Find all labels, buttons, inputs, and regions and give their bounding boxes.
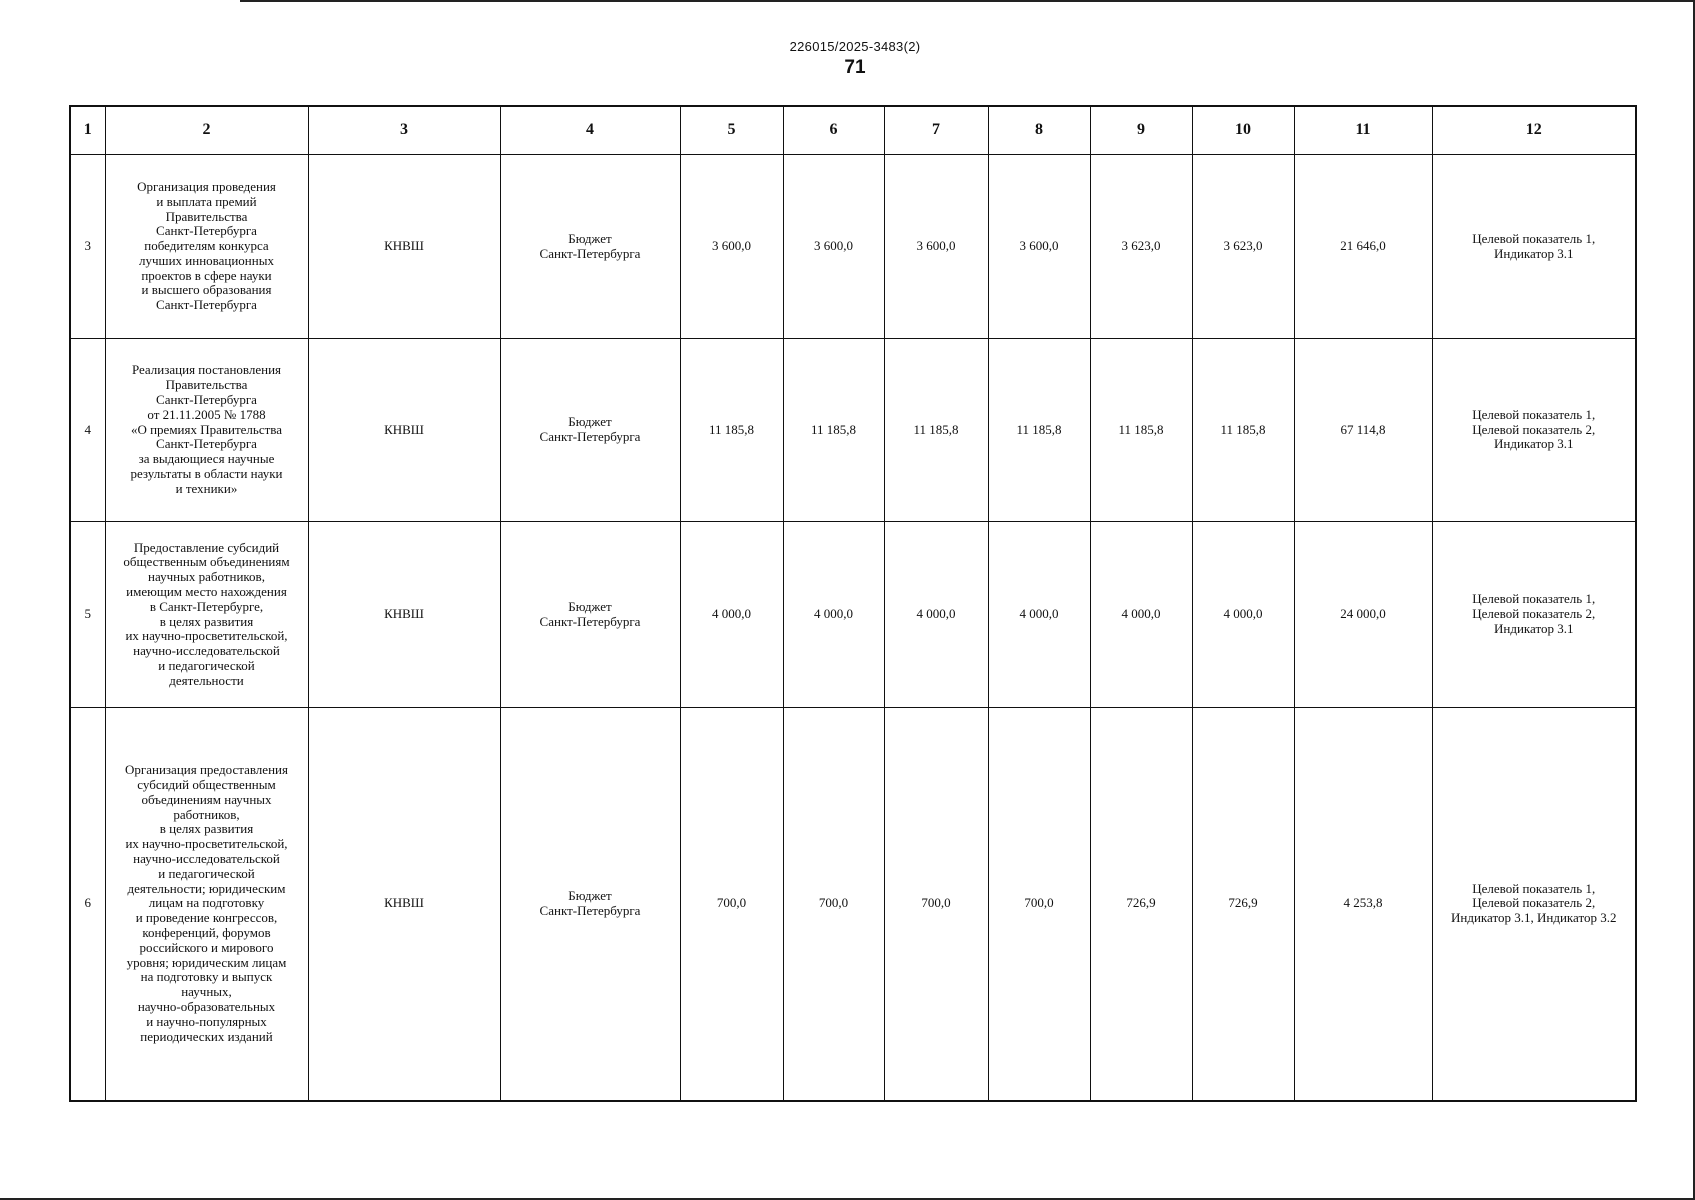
row-number: 3	[70, 155, 105, 339]
indicators-cell: Целевой показатель 1, Целевой показатель 2, Индикатор 3.1	[1432, 339, 1636, 522]
header-cell: 12	[1432, 106, 1636, 155]
indicators-cell: Целевой показатель 1, Целевой показатель 2, Индикатор 3.1, Индикатор 3.2	[1432, 708, 1636, 1101]
value-cell: 3 600,0	[680, 155, 783, 339]
header-cell: 3	[308, 106, 500, 155]
value-cell: 4 000,0	[988, 522, 1090, 708]
executor-cell: КНВШ	[308, 339, 500, 522]
value-cell: 700,0	[680, 708, 783, 1101]
funding-source-cell: Бюджет Санкт-Петербурга	[500, 708, 680, 1101]
value-cell: 726,9	[1090, 708, 1192, 1101]
header-cell: 1	[70, 106, 105, 155]
value-cell: 4 000,0	[1090, 522, 1192, 708]
table-row	[70, 522, 1636, 708]
value-cell: 700,0	[884, 708, 988, 1101]
value-cell: 11 185,8	[783, 339, 884, 522]
header-cell: 4	[500, 106, 680, 155]
top-border-line	[240, 0, 1695, 2]
total-cell: 67 114,8	[1294, 339, 1432, 522]
row-number: 5	[70, 522, 105, 708]
header-cell: 6	[783, 106, 884, 155]
funding-source-cell: Бюджет Санкт-Петербурга	[500, 339, 680, 522]
value-cell: 11 185,8	[1192, 339, 1294, 522]
header-cell: 2	[105, 106, 308, 155]
page-number: 71	[844, 57, 866, 78]
row-number: 6	[70, 708, 105, 1101]
header-row	[70, 106, 1636, 155]
value-cell: 700,0	[988, 708, 1090, 1101]
value-cell: 4 000,0	[884, 522, 988, 708]
activity-description: Организация предоставления субсидий общественным объединениям научных работников, в целях развития их научно-просветительской, научно-исследовательской и педагогической деятельности; юридическим лицам на подготовку и проведение конгрессов, конференций, форумов российского и мирового уровня; юридическим лицам на подготовку и выпуск научных, научно-образовательных и научно-популярных периодических изданий	[105, 708, 308, 1101]
document-id: 226015/2025-3483(2)	[789, 39, 921, 54]
total-cell: 4 253,8	[1294, 708, 1432, 1101]
header-cell: 8	[988, 106, 1090, 155]
value-cell: 700,0	[783, 708, 884, 1101]
total-cell: 24 000,0	[1294, 522, 1432, 708]
value-cell: 4 000,0	[680, 522, 783, 708]
value-cell: 3 600,0	[988, 155, 1090, 339]
activity-description: Организация проведения и выплата премий Правительства Санкт-Петербурга победителям конкурса лучших инновационных проектов в сфере науки и высшего образования Санкт-Петербурга	[105, 155, 308, 339]
value-cell: 4 000,0	[1192, 522, 1294, 708]
executor-cell: КНВШ	[308, 522, 500, 708]
header-cell: 7	[884, 106, 988, 155]
indicators-cell: Целевой показатель 1, Индикатор 3.1	[1432, 155, 1636, 339]
header-cell: 9	[1090, 106, 1192, 155]
value-cell: 3 600,0	[783, 155, 884, 339]
header-cell: 10	[1192, 106, 1294, 155]
value-cell: 11 185,8	[988, 339, 1090, 522]
activity-description: Реализация постановления Правительства Санкт-Петербурга от 21.11.2005 № 1788 «О премиях Правительства Санкт-Петербурга за выдающиеся научные результаты в области науки и техники»	[105, 339, 308, 522]
header-cell: 5	[680, 106, 783, 155]
executor-cell: КНВШ	[308, 708, 500, 1101]
total-cell: 21 646,0	[1294, 155, 1432, 339]
funding-source-cell: Бюджет Санкт-Петербурга	[500, 155, 680, 339]
value-cell: 3 600,0	[884, 155, 988, 339]
value-cell: 726,9	[1192, 708, 1294, 1101]
row-number: 4	[70, 339, 105, 522]
table-row	[70, 708, 1636, 1101]
table-row	[70, 155, 1636, 339]
value-cell: 11 185,8	[884, 339, 988, 522]
value-cell: 11 185,8	[680, 339, 783, 522]
value-cell: 3 623,0	[1192, 155, 1294, 339]
indicators-cell: Целевой показатель 1, Целевой показатель 2, Индикатор 3.1	[1432, 522, 1636, 708]
program-table	[69, 105, 1637, 1102]
value-cell: 3 623,0	[1090, 155, 1192, 339]
header-cell: 11	[1294, 106, 1432, 155]
activity-description: Предоставление субсидий общественным объединениям научных работников, имеющим место нахождения в Санкт-Петербурге, в целях развития их научно-просветительской, научно-исследовательской и педагогической деятельности	[105, 522, 308, 708]
table-row	[70, 339, 1636, 522]
funding-source-cell: Бюджет Санкт-Петербурга	[500, 522, 680, 708]
executor-cell: КНВШ	[308, 155, 500, 339]
value-cell: 11 185,8	[1090, 339, 1192, 522]
value-cell: 4 000,0	[783, 522, 884, 708]
